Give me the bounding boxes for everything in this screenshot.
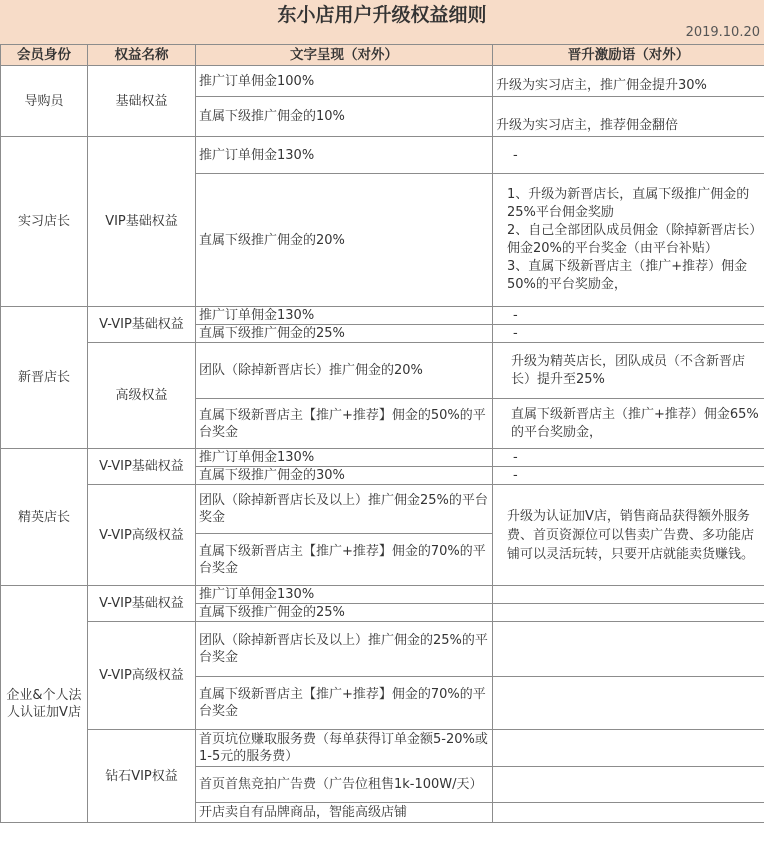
col-header-role: 会员身份 <box>1 45 88 66</box>
text-cell: 团队（除掉新晋店长及以上）推广佣金25%的平台奖金 <box>196 485 493 534</box>
benefit-name-cell: 基础权益 <box>88 66 196 137</box>
table-row <box>1 449 764 467</box>
text-cell: 团队（除掉新晋店长及以上）推广佣金的25%的平台奖金 <box>196 622 493 677</box>
benefit-name-cell: V-VIP基础权益 <box>88 307 196 343</box>
benefits-table <box>0 44 764 823</box>
text-cell: 直属下级推广佣金的25% <box>196 325 493 343</box>
incentive-cell: - <box>493 325 764 343</box>
table-row <box>1 66 764 97</box>
table-row <box>1 137 764 174</box>
text-cell: 推广订单佣金130% <box>196 307 493 325</box>
incentive-cell <box>493 767 764 803</box>
incentive-cell <box>493 622 764 677</box>
role-cell: 实习店长 <box>1 137 88 307</box>
table-row <box>1 730 764 767</box>
text-cell: 团队（除掉新晋店长）推广佣金的20% <box>196 343 493 399</box>
benefit-name-cell: 高级权益 <box>88 343 196 449</box>
benefit-name-cell: VIP基础权益 <box>88 137 196 307</box>
incentive-cell: 升级为认证加V店，销售商品获得额外服务费、首页资源位可以售卖广告费、多功能店铺可以灵活玩转，只要开店就能卖货赚钱。 <box>493 485 764 586</box>
benefit-name-cell: V-VIP基础权益 <box>88 586 196 622</box>
text-cell: 推广订单佣金130% <box>196 449 493 467</box>
incentive-cell: 升级为实习店主，推荐佣金翻倍 <box>493 97 764 137</box>
table-row <box>1 307 764 325</box>
incentive-cell <box>493 730 764 767</box>
incentive-cell <box>493 586 764 604</box>
incentive-cell: 升级为精英店长，团队成员（不含新晋店长）提升至25% <box>493 343 764 399</box>
table-row <box>1 622 764 677</box>
incentive-cell <box>493 174 764 307</box>
col-header-benefit: 权益名称 <box>88 45 196 66</box>
text-cell: 直属下级推广佣金的25% <box>196 604 493 622</box>
incentive-line: 1、升级为新晋店长，直属下级推广佣金的25%平台佣金奖励 2、自己全部团队成员佣金（除掉新晋店长）佣金20%的平台奖金（由平台补贴） 3、直属下级新晋店主（推广+推荐）佣金50%的平台奖励金， <box>507 187 756 292</box>
incentive-cell: - <box>493 467 764 485</box>
role-cell: 新晋店长 <box>1 307 88 449</box>
incentive-cell: 直属下级新晋店主（推广+推荐）佣金65%的平台奖励金， <box>493 399 764 449</box>
table-row <box>1 343 764 399</box>
text-cell: 直属下级推广佣金的10% <box>196 97 493 137</box>
text-cell: 推广订单佣金130% <box>196 137 493 174</box>
benefit-name-cell: 钻石VIP权益 <box>88 730 196 823</box>
col-header-incentive: 晋升激励语（对外） <box>493 45 764 66</box>
text-cell: 推广订单佣金130% <box>196 586 493 604</box>
incentive-cell: - <box>493 449 764 467</box>
benefit-name-cell: V-VIP高级权益 <box>88 485 196 586</box>
text-cell: 直属下级新晋店主【推广+推荐】佣金的70%的平台奖金 <box>196 534 493 586</box>
text-cell: 直属下级推广佣金的20% <box>196 174 493 307</box>
table-row <box>1 586 764 604</box>
incentive-cell <box>493 604 764 622</box>
role-cell: 精英店长 <box>1 449 88 586</box>
incentive-cell <box>493 803 764 823</box>
text-cell: 首页坑位赚取服务费（每单获得订单金额5-20%或1-5元的服务费） <box>196 730 493 767</box>
text-cell: 推广订单佣金100% <box>196 66 493 97</box>
col-header-text: 文字呈现（对外） <box>196 45 493 66</box>
incentive-cell: 升级为实习店主，推广佣金提升30% <box>493 66 764 97</box>
table-row <box>1 485 764 534</box>
text-cell: 首页首焦竞拍广告费（广告位租售1k-100W/天） <box>196 767 493 803</box>
incentive-cell: - <box>493 137 764 174</box>
sheet-date: 2019.10.20 <box>685 25 760 40</box>
sheet-title: 东小店用户升级权益细则 <box>277 4 487 26</box>
incentive-cell: - <box>493 307 764 325</box>
title-bar <box>0 0 764 45</box>
role-cell: 企业&个人法人认证加V店 <box>1 586 88 823</box>
text-cell: 直属下级新晋店主【推广+推荐】佣金的50%的平台奖金 <box>196 399 493 449</box>
incentive-cell <box>493 677 764 730</box>
benefit-name-cell: V-VIP高级权益 <box>88 622 196 730</box>
role-cell: 导购员 <box>1 66 88 137</box>
benefit-name-cell: V-VIP基础权益 <box>88 449 196 485</box>
text-cell: 开店卖自有品牌商品，智能高级店铺 <box>196 803 493 823</box>
header-row <box>1 45 764 66</box>
text-cell: 直属下级推广佣金的30% <box>196 467 493 485</box>
text-cell: 直属下级新晋店主【推广+推荐】佣金的70%的平台奖金 <box>196 677 493 730</box>
